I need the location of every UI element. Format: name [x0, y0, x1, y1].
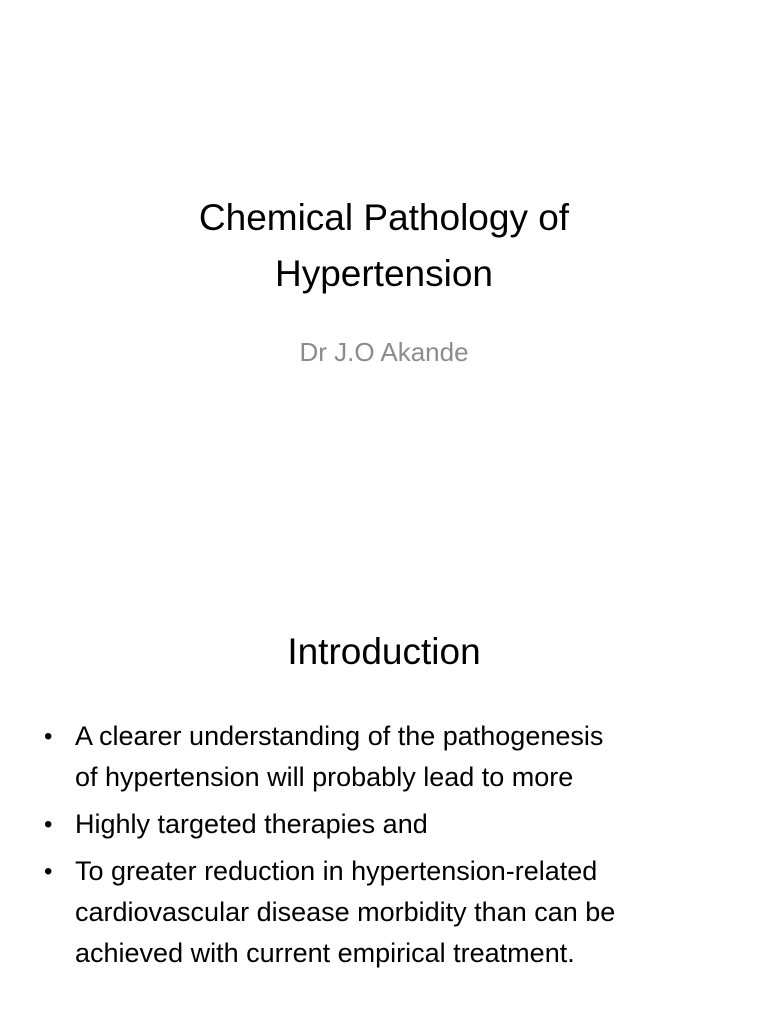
bullet-text-line: achieved with current empirical treatment.	[75, 938, 575, 968]
bullet-text-line: Highly targeted therapies and	[75, 809, 428, 839]
bullet-text-line: To greater reduction in hypertension-related	[75, 856, 598, 886]
bullet-text-line: A clearer understanding of the pathogenesis	[75, 721, 604, 751]
bullet-icon: •	[44, 811, 53, 838]
list-item	[42, 804, 732, 845]
bullet-icon: •	[44, 723, 53, 750]
list-item	[42, 851, 732, 974]
slide-heading: Introduction	[287, 631, 481, 672]
bullet-icon: •	[44, 858, 53, 885]
list-item	[42, 716, 732, 798]
author-subtitle: Dr J.O Akande	[299, 337, 469, 367]
bullet-list	[42, 716, 732, 980]
introduction-slide	[0, 576, 768, 1024]
bullet-text-line: of hypertension will probably lead to more	[75, 762, 574, 792]
slide-title	[0, 190, 768, 302]
bullet-text-line: cardiovascular disease morbidity than can be	[75, 897, 616, 927]
slide-title-line-1: Chemical Pathology of	[198, 197, 570, 238]
slide-title-line-2: Hypertension	[274, 253, 493, 294]
